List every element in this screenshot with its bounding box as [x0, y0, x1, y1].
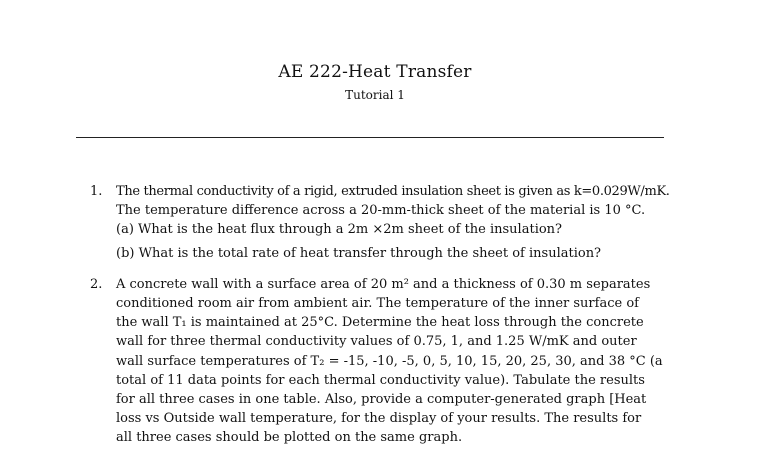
horizontal-rule	[76, 137, 664, 138]
problem-text-line: wall surface temperatures of T₂ = -15, -10, -5, 0, 5, 10, 15, 20, 25, 30, and 38 °C (a	[116, 353, 663, 369]
problem-1	[90, 182, 670, 263]
problem-text-line: The thermal conductivity of a rigid, extruded insulation sheet is given as k=0.029W/mK.	[116, 184, 670, 199]
problem-text-line: total of 11 data points for each thermal conductivity value). Tabulate the results	[116, 372, 645, 388]
problem-number: 1.	[90, 184, 103, 199]
problem-2	[90, 275, 670, 448]
document-subtitle: Tutorial 1	[345, 88, 405, 102]
problem-text-line: The temperature difference across a 20-mm-thick sheet of the material is 10 °C.	[116, 203, 646, 219]
problem-text-line: the wall T₁ is maintained at 25°C. Determine the heat loss through the concrete	[116, 315, 644, 331]
problem-text-line: (a) What is the heat flux through a 2m ×2m sheet of the insulation?	[116, 222, 563, 238]
problem-number: 2.	[90, 276, 103, 292]
problem-text-line: (b) What is the total rate of heat transfer through the sheet of insulation?	[116, 245, 602, 261]
problem-list	[90, 182, 670, 460]
problem-text-line: loss vs Outside wall temperature, for the display of your results. The results for	[116, 411, 642, 427]
problem-text-line: A concrete wall with a surface area of 20 m² and a thickness of 0.30 m separates	[116, 276, 651, 292]
problem-text-line: for all three cases in one table. Also, provide a computer-generated graph [Heat	[116, 392, 647, 408]
problem-text-line: conditioned room air from ambient air. The temperature of the inner surface of	[116, 296, 639, 312]
document-title: AE 222-Heat Transfer	[278, 62, 472, 82]
problem-text-line: all three cases should be plotted on the same graph.	[116, 430, 463, 446]
problem-text-line: wall for three thermal conductivity values of 0.75, 1, and 1.25 W/mK and outer	[116, 334, 637, 350]
